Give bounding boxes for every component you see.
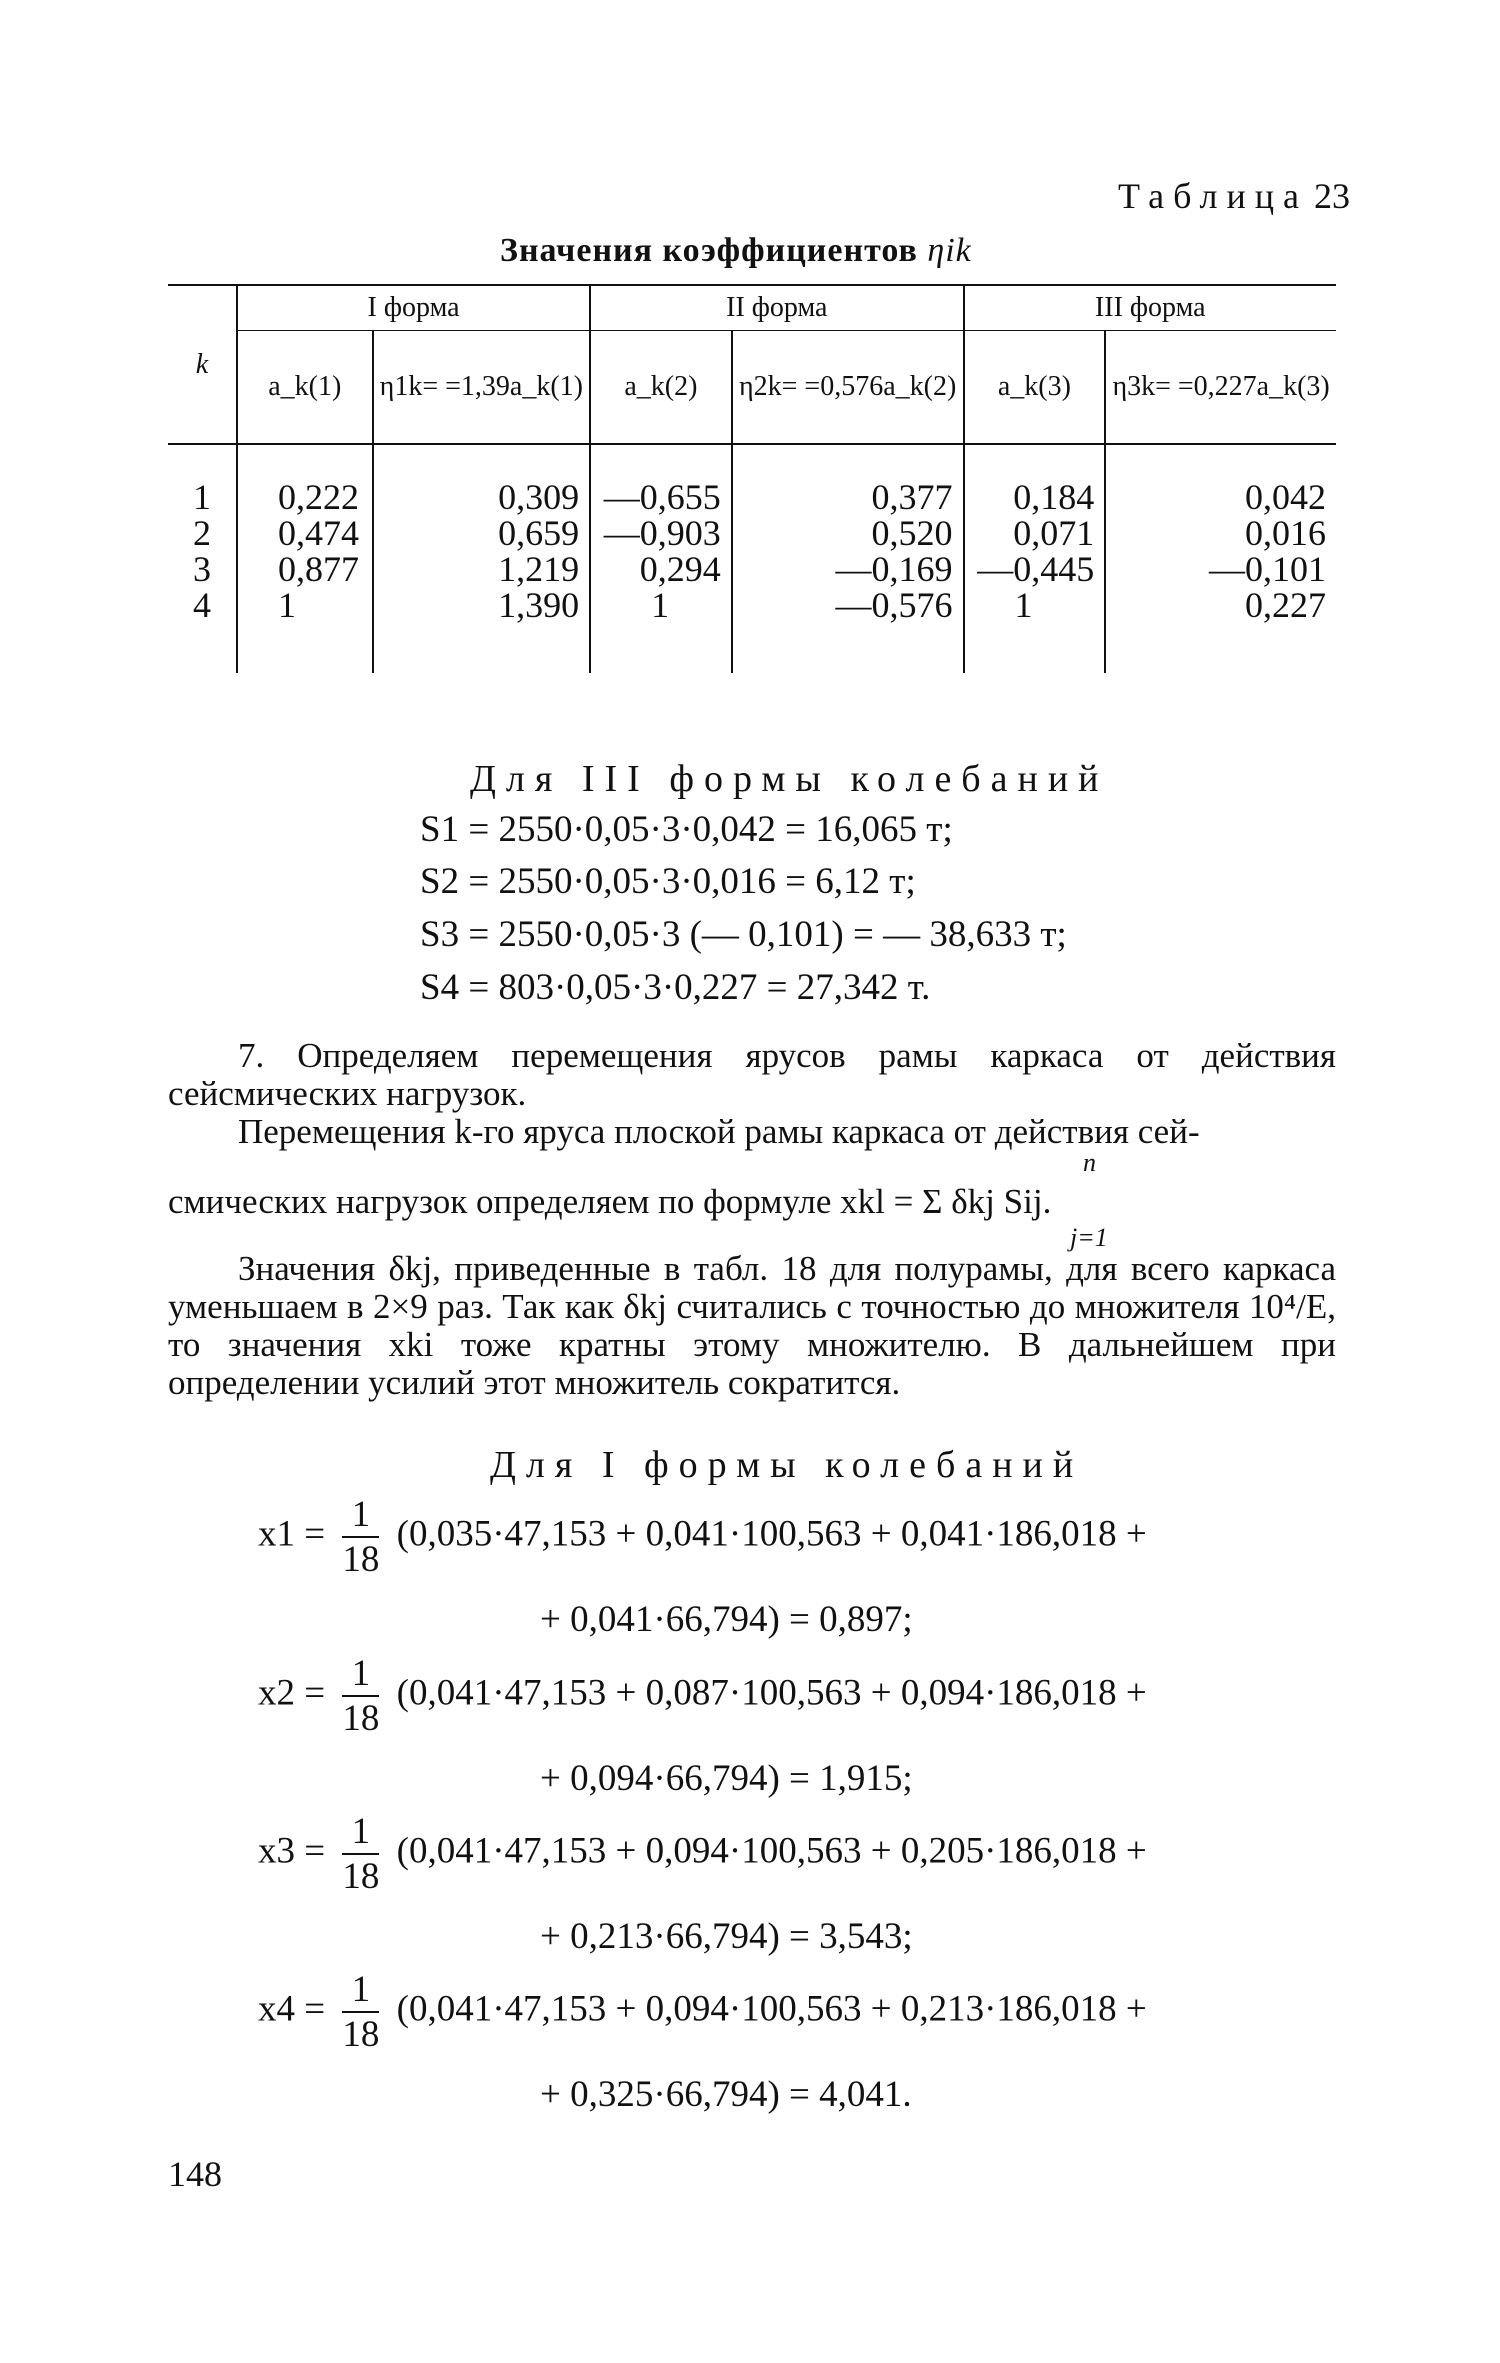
row-k: 2 [193,513,211,553]
equation-s1: S1 = 2550·0,05·3·0,042 = 16,065 т; [420,809,953,850]
cell: 1,390 [373,587,590,623]
frac-den: 18 [342,1698,380,1739]
cell: —0,576 [732,587,964,623]
cell: 1,219 [373,551,590,587]
frac-den: 18 [342,1856,380,1897]
equation-x3-line2: + 0,213·66,794) = 3,543; [540,1916,913,1957]
equation-x2-line2: + 0,094·66,794) = 1,915; [540,1758,913,1799]
cell: —0,101 [1105,551,1336,587]
cell: 0,016 [1105,515,1336,551]
equation-x1-line2: + 0,041·66,794) = 0,897; [540,1599,913,1640]
equation-line1: (0,041·47,153 + 0,094·100,563 + 0,205·186,018 + [396,1830,1147,1872]
equation-line1: (0,041·47,153 + 0,094·100,563 + 0,213·186,018 + [396,1988,1147,2030]
cell: 0,659 [373,515,590,551]
cell: 0,309 [373,479,590,515]
fraction [342,1493,379,1581]
equation-x1 [258,1493,1147,1581]
fraction [342,1810,379,1898]
equation-s4: S4 = 803·0,05·3·0,227 = 27,342 т. [420,967,931,1008]
frac-den: 18 [342,2014,380,2055]
subheader-a1: a_k(1) [237,331,373,445]
cell: 0,520 [732,515,964,551]
subheader-a3: a_k(3) [964,331,1106,445]
lhs: x3 = [258,1830,326,1872]
cell: 0,227 [1105,587,1336,623]
cell: 1 [237,587,373,623]
fraction [342,1652,379,1740]
table-title-symbol: ηik [927,232,972,269]
form3-heading: Для III формы колебаний [470,758,1109,800]
lhs: x1 = [258,1513,326,1555]
cell: 0,222 [237,479,373,515]
cell: 1 [590,587,732,623]
cell: 0,294 [590,551,732,587]
table-title-text: Значения коэффициентов [500,232,918,269]
equation-x4 [258,1968,1147,2056]
paragraph-delta-values: Значения δkj, приведенные в табл. 18 для полурамы, для всего каркаса уменьшаем в 2×9 раз. Так как δkj считались с точностью до множителя 10⁴/E, то значения xki тоже кратны этому множителю. В дальнейшем при определении усилий этот множитель сократится. [168,1249,1336,1402]
sum-lower-limit: j=1 [1070,1223,1108,1252]
form-2-header: II форма [590,285,963,331]
paragraph-7: 7. Определяем перемещения ярусов рамы каркаса от действия сейсмических нагрузок. [168,1036,1336,1113]
equation-line1: (0,035·47,153 + 0,041·100,563 + 0,041·186,018 + [396,1513,1147,1555]
equation-s2: S2 = 2550·0,05·3·0,016 = 6,12 т; [420,861,916,902]
table-row [168,515,1336,551]
cell: —0,655 [590,479,732,515]
lhs: x2 = [258,1672,326,1714]
cell: —0,445 [964,551,1106,587]
cell: 0,042 [1105,479,1336,515]
cell: 0,877 [237,551,373,587]
coefficients-table [168,284,1336,673]
subheader-eta1: η1k= =1,39a_k(1) [373,331,590,445]
form1-heading: Для I формы колебаний [490,1444,1084,1486]
cell: —0,903 [590,515,732,551]
subheader-eta3: η3k= =0,227a_k(3) [1105,331,1336,445]
lhs: x4 = [258,1988,326,2030]
frac-num: 1 [342,1652,379,1697]
subheader-eta2: η2k= =0,576a_k(2) [732,331,964,445]
paragraph-displacement-line2: смических нагрузок определяем по формуле xkl = Σ δkj Sij. [168,1182,1052,1221]
cell: 0,184 [964,479,1106,515]
frac-num: 1 [342,1810,379,1855]
frac-num: 1 [342,1968,379,2013]
table-title [500,232,972,270]
equation-s3: S3 = 2550·0,05·3 (— 0,101) = — 38,633 т; [420,914,1067,955]
k-header: k [195,348,209,380]
fraction [342,1968,379,2056]
row-k: 3 [193,549,211,589]
table-row [168,551,1336,587]
page-number: 148 [168,2154,222,2194]
subheader-a2: a_k(2) [590,331,732,445]
frac-den: 18 [342,1539,380,1580]
form-3-header: III форма [964,285,1336,331]
sum-upper-limit: n [1083,1148,1096,1177]
table-row [168,479,1336,515]
paragraph-displacement-line1: Перемещения k-го яруса плоской рамы каркаса от действия сей- [238,1112,1200,1151]
cell: 0,377 [732,479,964,515]
equation-x4-line2: + 0,325·66,794) = 4,041. [540,2074,912,2115]
row-k: 1 [193,477,211,517]
table-row [168,587,1336,623]
cell: 0,474 [237,515,373,551]
frac-num: 1 [342,1493,379,1538]
cell: 0,071 [964,515,1106,551]
equation-x2 [258,1652,1147,1740]
cell: —0,169 [732,551,964,587]
cell: 1 [964,587,1106,623]
table-number-value: 23 [1314,176,1350,216]
table-label: Таблица [1118,176,1308,216]
form-1-header: I форма [237,285,590,331]
equation-line1: (0,041·47,153 + 0,087·100,563 + 0,094·186,018 + [396,1672,1147,1714]
table-number [1118,175,1350,217]
equation-x3 [258,1810,1147,1898]
row-k: 4 [193,585,211,625]
